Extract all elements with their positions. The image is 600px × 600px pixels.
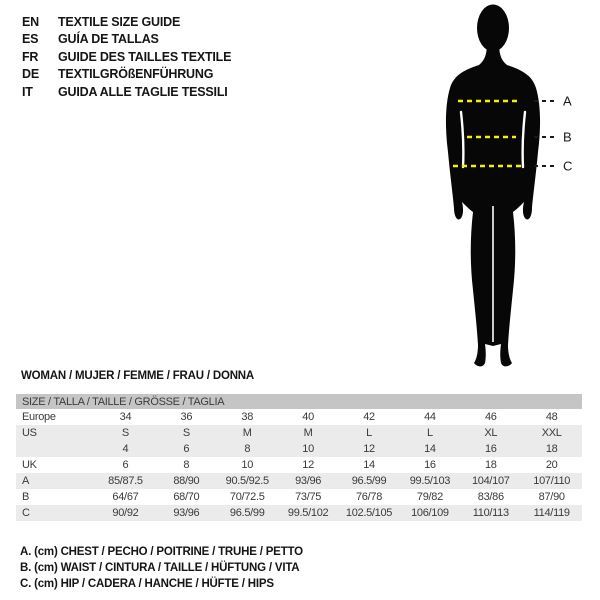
size-table-header: SIZE / TALLA / TAILLE / GRÖSSE / TAGLIA [16,394,582,409]
language-label: GUIDA ALLE TAGLIE TESSILI [58,84,228,99]
section-title-woman: WOMAN / MUJER / FEMME / FRAU / DONNA [21,370,255,382]
table-cell: 79/82 [416,491,443,503]
table-row [16,457,582,473]
language-code: DE [22,67,39,82]
table-cell: 10 [241,459,254,471]
table-cell: 107/110 [533,475,571,487]
table-cell: 73/75 [295,491,322,503]
table-row [16,425,582,441]
table-cell: 99.5/102 [287,507,329,519]
language-label: TEXTILE SIZE GUIDE [58,15,181,29]
language-code: IT [22,84,33,99]
measure-label-c: C [563,158,573,174]
table-cell: 99.5/103 [409,475,451,487]
table-cell: 12 [363,443,375,455]
table-row [16,505,582,521]
table-cell: 20 [545,459,558,471]
table-cell: 70/72.5 [229,491,265,503]
table-cell: 83/86 [477,491,504,503]
table-cell: 93/96 [295,475,322,487]
language-code: ES [22,32,39,47]
table-cell: M [303,427,313,439]
table-cell: 90/92 [112,507,139,519]
table-cell: 8 [244,443,251,455]
table-cell: 93/96 [173,507,200,519]
table-cell: 44 [424,411,436,423]
row-label: Europe [22,411,56,423]
woman-figure-diagram [442,2,588,370]
table-cell: 106/109 [411,507,449,519]
row-label: B [22,491,30,503]
language-label: TEXTILGRÖßENFÜHRUNG [58,67,214,82]
size-table [16,394,582,521]
table-row [16,473,582,489]
language-code: FR [22,49,39,64]
table-row [16,489,582,505]
row-label [16,441,95,457]
measurement-legend [20,545,303,592]
table-cell: XXL [541,427,562,439]
legend-line-waist: B. (cm) WAIST / CINTURA / TAILLE / HÜFTUNG / VITA [20,561,300,574]
table-cell: 110/113 [472,507,509,519]
table-cell: 96.5/99 [229,507,265,519]
table-cell: M [242,427,252,439]
table-cell: 34 [119,411,132,423]
table-cell: 76/78 [355,491,383,503]
row-label: C [22,507,30,519]
language-label: GUIDE DES TAILLES TEXTILE [58,49,232,64]
table-cell: 102.5/105 [345,507,393,519]
table-cell: 14 [363,459,375,471]
table-cell: L [366,427,372,439]
table-cell: L [426,427,433,439]
language-row-es [22,31,231,48]
table-cell: 18 [484,459,497,471]
table-cell: XL [484,427,498,439]
table-cell: 68/70 [173,491,200,503]
table-row [16,409,582,425]
table-cell: 4 [122,443,129,455]
table-cell: 18 [545,443,558,455]
measure-label-b: B [563,129,572,145]
row-label: A [22,475,30,487]
language-row-it [22,84,231,101]
table-cell: 64/67 [112,491,139,503]
table-cell: 85/87.5 [108,475,143,487]
language-row-fr [22,49,231,66]
table-cell: 46 [484,411,497,423]
table-cell: 48 [545,411,558,423]
row-label: UK [22,459,37,471]
table-cell: 10 [302,443,314,455]
legend-line-hip: C. (cm) HIP / CADERA / HANCHE / HÜFTE / HIPS [20,577,274,590]
language-label: GUÍA DE TALLAS [58,32,159,47]
table-cell: 16 [424,459,436,471]
table-cell: 14 [424,443,436,455]
table-cell: 6 [183,443,190,455]
size-table-body [16,394,582,521]
table-cell: 38 [241,411,254,423]
table-cell: 36 [180,411,193,423]
table-cell: 8 [183,459,190,471]
language-row-en [22,14,231,31]
legend-line-chest: A. (cm) CHEST / PECHO / POITRINE / TRUHE / PETTO [20,546,303,558]
measure-label-a: A [563,93,572,109]
table-row [16,441,582,457]
table-cell: 114/119 [533,507,570,519]
table-cell: 42 [363,411,375,423]
table-cell: 40 [302,411,314,423]
table-cell: S [121,427,129,439]
table-cell: 16 [484,443,497,455]
table-cell: S [182,427,190,439]
row-label: US [22,427,37,439]
table-cell: 88/90 [173,475,200,487]
table-cell: 96.5/99 [351,475,387,487]
table-cell: 87/90 [538,491,565,503]
language-title-list [22,14,231,101]
language-code: EN [22,15,39,29]
table-cell: 90.5/92.5 [225,475,269,487]
table-cell: 6 [122,459,129,471]
table-cell: 104/107 [471,475,510,487]
language-row-de [22,66,231,83]
table-cell: 12 [302,459,314,471]
size-table-header-row [16,394,582,409]
